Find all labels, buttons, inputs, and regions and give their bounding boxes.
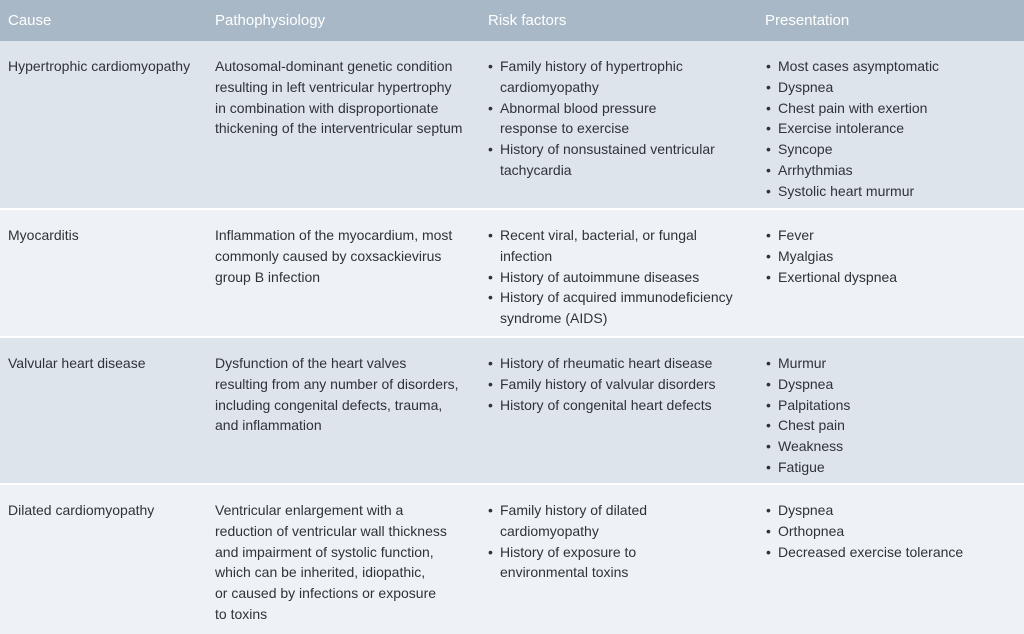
presentation-cell bbox=[765, 353, 850, 478]
risk-factor-item bbox=[487, 267, 733, 288]
cause-cell: Dilated cardiomyopathy bbox=[8, 502, 155, 518]
presentation-list bbox=[765, 353, 850, 478]
risk-factors-list bbox=[487, 500, 647, 583]
risk-factor-line: • History of nonsustained ventricular bbox=[500, 141, 715, 158]
table-row bbox=[0, 41, 1024, 209]
pathophysiology-line: Ventricular enlargement with a bbox=[215, 502, 404, 518]
risk-factor-line: response to exercise bbox=[500, 120, 630, 137]
risk-factor-line: infection bbox=[500, 247, 553, 264]
cause-cell: Myocarditis bbox=[8, 227, 79, 243]
presentation-item: • Weakness bbox=[765, 436, 850, 457]
header-cause: Cause bbox=[8, 12, 52, 29]
risk-factor-item bbox=[487, 287, 733, 329]
risk-factor-line: • History of acquired immunodeficiency bbox=[500, 289, 733, 306]
presentation-item: • Exertional dyspnea bbox=[765, 267, 897, 288]
risk-factor-line: • History of autoimmune diseases bbox=[500, 268, 700, 285]
risk-factor-line: • Abnormal blood pressure bbox=[500, 99, 657, 116]
table-row bbox=[0, 485, 1024, 634]
pathophysiology-line: Autosomal-dominant genetic condition bbox=[215, 58, 453, 74]
risk-factor-line: • Recent viral, bacterial, or fungal bbox=[500, 227, 697, 243]
pathophysiology-line: to toxins bbox=[215, 605, 268, 622]
presentation-cell bbox=[765, 500, 963, 562]
risk-factor-item bbox=[487, 353, 716, 374]
risk-factor-line: • History of exposure to bbox=[500, 543, 637, 560]
pathophysiology-line: Dysfunction of the heart valves bbox=[215, 355, 407, 371]
presentation-item: • Exercise intolerance bbox=[765, 118, 939, 139]
pathophysiology-cell bbox=[215, 500, 447, 625]
pathophysiology-line: commonly caused by coxsackievirus bbox=[215, 247, 442, 264]
presentation-item: • Fatigue bbox=[765, 457, 850, 478]
risk-factor-line: cardiomyopathy bbox=[500, 78, 599, 95]
risk-factor-item bbox=[487, 542, 647, 584]
risk-factors-cell bbox=[487, 353, 716, 415]
pathophysiology-line: and impairment of systolic function, bbox=[215, 543, 434, 560]
cause-cell: Hypertrophic cardiomyopathy bbox=[8, 58, 191, 74]
pathophysiology-line: or caused by infections or exposure bbox=[215, 585, 437, 602]
risk-factor-line: syndrome (AIDS) bbox=[500, 310, 608, 327]
table-row bbox=[0, 338, 1024, 483]
presentation-item: • Most cases asymptomatic bbox=[765, 56, 939, 77]
presentation-item: • Chest pain bbox=[765, 415, 850, 436]
presentation-item: • Palpitations bbox=[765, 395, 850, 416]
presentation-item: • Fever bbox=[765, 225, 897, 246]
table-row bbox=[0, 210, 1024, 336]
risk-factor-line: • Family history of hypertrophic bbox=[500, 58, 683, 74]
pathophysiology-line: including congenital defects, trauma, bbox=[215, 396, 443, 413]
risk-factor-item bbox=[487, 225, 733, 267]
pathophysiology-cell bbox=[215, 225, 452, 287]
presentation-item: • Arrhythmias bbox=[765, 160, 939, 181]
risk-factor-line: • History of rheumatic heart disease bbox=[500, 355, 713, 371]
risk-factors-cell bbox=[487, 500, 647, 583]
risk-factors-list bbox=[487, 56, 715, 181]
presentation-list bbox=[765, 225, 897, 287]
header-risk-factors: Risk factors bbox=[488, 12, 567, 29]
presentation-item: • Murmur bbox=[765, 353, 850, 374]
presentation-item: • Dyspnea bbox=[765, 374, 850, 395]
pathophysiology-line: resulting from any number of disorders, bbox=[215, 375, 459, 392]
risk-factor-item bbox=[487, 374, 716, 395]
presentation-item: • Chest pain with exertion bbox=[765, 98, 939, 119]
risk-factor-line: cardiomyopathy bbox=[500, 522, 599, 539]
pathophysiology-line: reduction of ventricular wall thickness bbox=[215, 522, 447, 539]
presentation-item: • Syncope bbox=[765, 139, 939, 160]
pathophysiology-line: thickening of the interventricular septum bbox=[215, 120, 463, 137]
risk-factors-cell bbox=[487, 225, 733, 329]
cause-cell: Valvular heart disease bbox=[8, 355, 146, 371]
risk-factor-item bbox=[487, 56, 715, 98]
presentation-cell bbox=[765, 225, 897, 287]
risk-factor-line: environmental toxins bbox=[500, 564, 629, 581]
pathophysiology-line: in combination with disproportionate bbox=[215, 99, 439, 116]
pathophysiology-cell bbox=[215, 353, 459, 436]
header-pathophysiology: Pathophysiology bbox=[215, 12, 326, 29]
pathophysiology-line: and inflammation bbox=[215, 417, 322, 434]
risk-factor-item bbox=[487, 98, 715, 140]
risk-factor-line: • Family history of valvular disorders bbox=[500, 375, 716, 392]
risk-factors-cell bbox=[487, 56, 715, 181]
pathophysiology-line: Inflammation of the myocardium, most bbox=[215, 227, 453, 243]
presentation-item: • Decreased exercise tolerance bbox=[765, 542, 963, 563]
risk-factor-item bbox=[487, 500, 647, 542]
risk-factors-list bbox=[487, 353, 716, 415]
presentation-item: • Orthopnea bbox=[765, 521, 963, 542]
presentation-list bbox=[765, 56, 939, 202]
presentation-item: • Dyspnea bbox=[765, 77, 939, 98]
risk-factor-item bbox=[487, 395, 716, 416]
presentation-cell bbox=[765, 56, 939, 202]
risk-factor-line: • Family history of dilated bbox=[500, 502, 648, 518]
risk-factor-line: • History of congenital heart defects bbox=[500, 396, 712, 413]
table-header bbox=[0, 0, 1024, 41]
presentation-item: • Myalgias bbox=[765, 246, 897, 267]
risk-factor-line: tachycardia bbox=[500, 161, 572, 178]
pathophysiology-line: which can be inherited, idiopathic, bbox=[215, 564, 426, 581]
pathophysiology-line: resulting in left ventricular hypertrophy bbox=[215, 78, 452, 95]
pathophysiology-cell bbox=[215, 56, 462, 139]
pathophysiology-line: group B infection bbox=[215, 268, 321, 285]
risk-factor-item bbox=[487, 139, 715, 181]
header-presentation: Presentation bbox=[765, 12, 850, 29]
presentation-item: • Systolic heart murmur bbox=[765, 181, 939, 202]
presentation-item: • Dyspnea bbox=[765, 500, 963, 521]
risk-factors-list bbox=[487, 225, 733, 329]
presentation-list bbox=[765, 500, 963, 562]
